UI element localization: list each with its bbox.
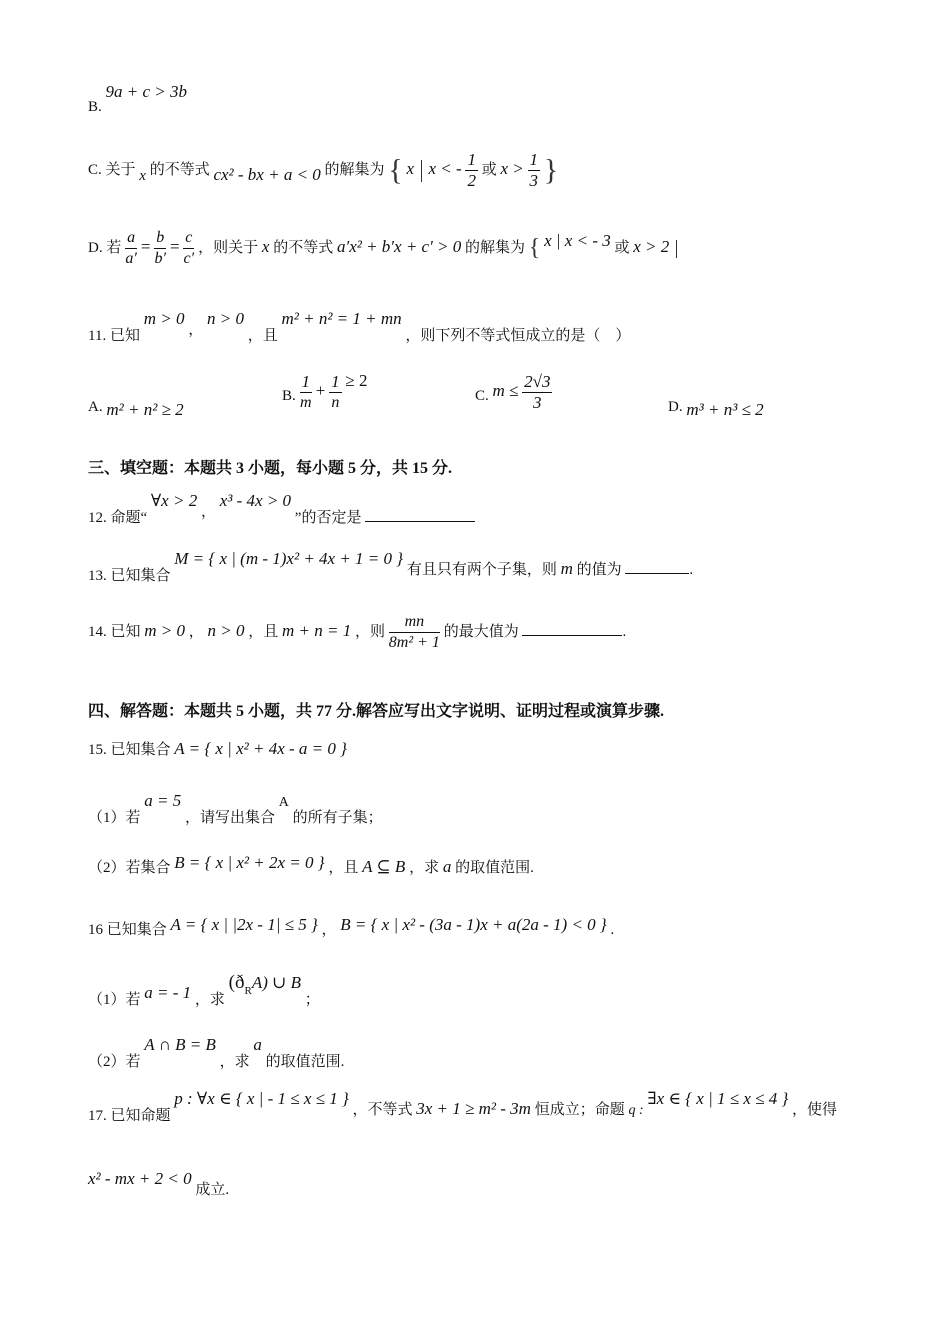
q11-b-label: B. [282, 387, 296, 404]
q11-label: 11. 已知 [88, 328, 140, 344]
q11-option-c [475, 372, 552, 413]
q15-p1-label: （1）若 [88, 810, 141, 826]
option-b-label: B. [88, 99, 102, 115]
q11-b-frac2 [329, 372, 342, 413]
option-d-frac-c [183, 228, 194, 269]
q15-p2-text: ，且 [328, 860, 359, 876]
q15-p1-tail: 的所有子集； [292, 810, 383, 826]
q15-part1 [88, 791, 383, 826]
section-4-title: 四、解答题：本题共 5 小题，共 77 分.解答应写出文字说明、证明过程或演算步骤. [88, 703, 665, 720]
q16-p2-text: ，求 [219, 1054, 250, 1070]
q14-label: 14. 已知 [88, 623, 141, 640]
q15-p1-text: ，请写出集合 [185, 810, 276, 826]
option-c-cond2: x > [500, 158, 524, 178]
frac1-den: 2 [467, 171, 476, 190]
q16-set-b: B = { x | x² - (3a - 1)x + a(2a - 1) < 0 } [340, 915, 607, 934]
frac-c-den: c′ [183, 250, 195, 267]
q16-p1-text: ，求 [194, 992, 225, 1008]
option-d-text3: 的解集为 [465, 239, 526, 256]
q14-num: mn [389, 612, 440, 633]
q13-var: m [560, 559, 573, 578]
q12-cond1: ∀x > 2 [150, 491, 198, 510]
frac-a-num: a [125, 228, 137, 249]
q14-cond3: m + n = 1 [282, 620, 352, 640]
option-d-label: D. 若 [88, 239, 122, 256]
q11-c-lhs: m ≤ [492, 380, 519, 400]
question-15 [88, 738, 347, 759]
q15-p2-mid: ，求 [409, 860, 440, 876]
q16-sep: ， [321, 922, 337, 938]
q11-cond2: n > 0 [206, 309, 244, 328]
q14-cond2: n > 0 [207, 620, 245, 640]
q11-cond3: m² + n² = 1 + mn [281, 309, 402, 328]
q14-then: ，则 [355, 623, 386, 640]
q17-tail: 成立. [195, 1182, 230, 1198]
q14-tail: 的最大值为 [443, 623, 519, 640]
q16-label: 16 已知集合 [88, 922, 167, 938]
q12-answer-blank[interactable] [365, 521, 475, 522]
option-d-ineq: a′x² + b′x + c′ > 0 [336, 236, 462, 256]
section-3-title: 三、填空题：本题共 3 小题，每小题 5 分，共 15 分. [88, 460, 453, 477]
option-c [88, 150, 558, 191]
left-brace: { [388, 153, 403, 187]
frac1-num: 1 [467, 150, 476, 169]
q14-period: . [622, 623, 627, 640]
option-c-label: C. 关于 [88, 161, 136, 178]
option-d-var: x [261, 236, 270, 256]
q17-text3: ，使得 [792, 1102, 838, 1118]
q16-p1-sub: R [244, 985, 252, 997]
q11-d-formula: m³ + n³ ≤ 2 [686, 400, 764, 419]
q12-label: 12. 命题“ [88, 510, 148, 526]
frac-a-den: a′ [125, 250, 137, 267]
q15-p1-var: A [278, 795, 289, 810]
option-c-text2: 的解集为 [324, 161, 385, 178]
q13-tail: 的值为 [576, 562, 622, 578]
q11-b-den1: m [299, 394, 312, 411]
q17-line2 [88, 1168, 230, 1198]
q15-p2-set: B = { x | x² + 2x = 0 } [174, 853, 325, 872]
question-16 [88, 915, 615, 939]
q11-b-frac1 [300, 372, 313, 413]
option-c-text1: 的不等式 [149, 161, 210, 178]
q16-set-a: A = { x | |2x - 1| ≤ 5 } [170, 915, 318, 934]
option-b-formula: 9a + c > 3b [105, 82, 188, 101]
q13-set: M = { x | (m - 1)x² + 4x + 1 = 0 } [174, 549, 404, 568]
option-c-ineq: cx² - bx + a < 0 [213, 164, 321, 184]
eq-sign-2: = [169, 236, 180, 256]
q11-c-num: 2√3 [524, 372, 551, 391]
q17-ineq1: 3x + 1 ≥ m² - 3m [416, 1099, 531, 1118]
q11-and: ，且 [247, 328, 278, 344]
frac-c-num: c [183, 228, 194, 249]
q11-c-label: C. [475, 387, 489, 404]
q14-and: ，且 [248, 623, 279, 640]
q11-cond1: m > 0 [143, 309, 185, 328]
option-d-or: 或 [614, 239, 630, 256]
q15-p2-var: a [442, 857, 452, 876]
q16-part1 [88, 972, 320, 1008]
question-14 [88, 612, 626, 653]
q16-p1-expr: (ð [228, 972, 245, 993]
q14-den: 8m² + 1 [388, 634, 440, 651]
q16-p1-tail: ； [304, 992, 320, 1008]
q11-b-num2: 1 [331, 372, 340, 391]
option-c-set-x: x [406, 158, 415, 178]
set-bar-right [676, 240, 677, 258]
option-d-tail: x > 2 [633, 236, 670, 256]
q12-sep: ， [200, 504, 216, 520]
q16-p2-tail: 的取值范围. [265, 1054, 345, 1070]
q11-d-label: D. [668, 399, 683, 415]
q15-p2-tail: 的取值范围. [455, 860, 534, 876]
right-brace: } [543, 153, 559, 187]
q16-end: . [610, 922, 615, 938]
q13-answer-blank[interactable] [625, 573, 689, 574]
q11-b-plus: + [315, 380, 326, 400]
option-d [88, 228, 680, 269]
frac2-num: 1 [529, 150, 538, 169]
q11-option-d [668, 396, 764, 419]
q11-c-den: 3 [533, 393, 542, 412]
q14-frac [389, 612, 440, 653]
set-bar [421, 160, 422, 182]
q11-option-a [88, 396, 184, 419]
option-d-set: x | x < - 3 [544, 230, 611, 250]
q17-text2: 恒成立；命题 [534, 1102, 625, 1118]
question-11 [88, 309, 631, 344]
q16-p2-var: a [253, 1035, 262, 1054]
q11-b-num1: 1 [301, 372, 311, 391]
q17-q: q : [628, 1103, 644, 1118]
q15-p2-label: （2）若集合 [88, 860, 171, 876]
q13-text: 有且只有两个子集，则 [406, 562, 557, 578]
q11-b-den2: n [331, 394, 340, 411]
q16-p1-cond: a = - 1 [144, 983, 192, 1002]
question-12 [88, 491, 475, 526]
eq-sign-1: = [140, 236, 151, 256]
q14-answer-blank[interactable] [522, 635, 622, 636]
q16-p2-cond: A ∩ B = B [144, 1035, 216, 1054]
q13-period: . [689, 562, 694, 578]
frac2-den: 3 [529, 171, 538, 190]
q11-a-label: A. [88, 399, 103, 415]
left-brace: { [528, 235, 541, 261]
q16-p1-label: （1）若 [88, 992, 141, 1008]
option-c-frac1 [465, 150, 478, 191]
q15-part2 [88, 853, 534, 877]
frac-b-num: b [154, 228, 166, 249]
q11-tail: ，则下列不等式恒成立的是（ ） [405, 328, 631, 344]
q14-cond1: m > 0 [144, 620, 186, 640]
option-d-text1: ，则关于 [198, 239, 259, 256]
q15-set: A = { x | x² + 4x - a = 0 } [174, 739, 347, 758]
q17-text1: ，不等式 [352, 1102, 413, 1118]
option-c-var: x [139, 167, 146, 184]
q11-a-formula: m² + n² ≥ 2 [106, 400, 184, 419]
option-c-or: 或 [481, 161, 497, 178]
q15-p1-cond: a = 5 [144, 791, 182, 810]
q11-b-rest: ≥ 2 [345, 370, 368, 390]
q17-p: p : ∀x ∈ { x | - 1 ≤ x ≤ 1 } [174, 1089, 349, 1108]
option-c-frac2 [528, 150, 541, 191]
q12-cond2: x³ - 4x > 0 [219, 491, 292, 510]
q13-label: 13. 已知集合 [88, 568, 171, 584]
q17-ineq2: x² - mx + 2 < 0 [88, 1169, 192, 1188]
q11-option-b [282, 372, 367, 413]
option-d-text2: 的不等式 [273, 239, 334, 256]
option-d-frac-b [154, 228, 166, 269]
q17-label: 17. 已知命题 [88, 1108, 171, 1124]
q11-sep: ， [188, 322, 204, 338]
question-13 [88, 549, 694, 584]
q12-tail: ”的否定是 [294, 510, 362, 526]
q17-q-set: ∃x ∈ { x | 1 ≤ x ≤ 4 } [647, 1089, 789, 1108]
option-b [88, 82, 188, 115]
q11-c-frac [522, 372, 552, 413]
frac-b-den: b′ [154, 250, 166, 267]
question-17 [88, 1089, 838, 1124]
q16-part2 [88, 1035, 345, 1070]
option-c-cond1: x < - [428, 158, 462, 178]
q16-p2-label: （2）若 [88, 1054, 141, 1070]
q16-p1-expr2: A) ∪ B [251, 973, 302, 992]
q15-p2-cond: A ⊆ B [362, 857, 406, 876]
option-d-frac-a [125, 228, 137, 269]
q15-label: 15. 已知集合 [88, 742, 171, 758]
q14-sep: ， [188, 623, 204, 640]
